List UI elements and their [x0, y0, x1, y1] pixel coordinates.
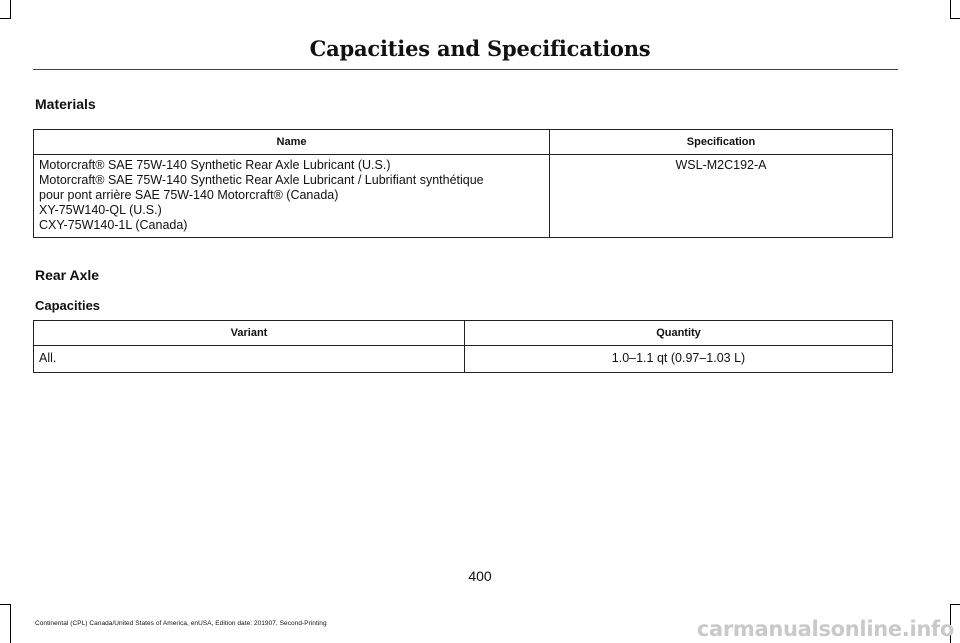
- watermark-logo: carmanualsonline.info: [696, 617, 954, 641]
- materials-specification-cell: WSL-M2C192-A: [550, 155, 893, 238]
- crop-mark-top-right-horizontal: [950, 18, 960, 19]
- materials-heading: Materials: [35, 96, 96, 112]
- materials-name-cell: [34, 155, 550, 238]
- material-name-line: XY-75W140-QL (U.S.): [39, 203, 162, 217]
- crop-mark-bottom-left-vertical: [10, 604, 11, 643]
- capacities-variant-cell: All.: [34, 346, 465, 373]
- table-row: [34, 346, 893, 373]
- materials-column-name: Name: [34, 130, 550, 155]
- capacities-table-header-row: [34, 321, 893, 346]
- rear-axle-heading: Rear Axle: [35, 267, 100, 283]
- crop-mark-bottom-right-horizontal: [950, 604, 960, 605]
- title-divider: [33, 69, 898, 70]
- capacities-quantity-cell: 1.0–1.1 qt (0.97–1.03 L): [465, 346, 893, 373]
- edition-footer: Continental (CPL) Canada/United States of America, enUSA, Edition date: 201907, Second-Printing: [35, 620, 327, 627]
- materials-table: [33, 129, 893, 238]
- materials-table-header-row: [34, 130, 893, 155]
- crop-mark-top-left-horizontal: [0, 18, 11, 19]
- table-row: [34, 155, 893, 238]
- material-name-line: pour pont arrière SAE 75W-140 Motorcraft® (Canada): [39, 188, 339, 202]
- material-name-line: CXY-75W140-1L (Canada): [39, 218, 188, 232]
- capacities-table: [33, 320, 893, 373]
- material-name-line: Motorcraft® SAE 75W-140 Synthetic Rear Axle Lubricant / Lubrifiant synthétique: [39, 173, 484, 187]
- materials-column-specification: Specification: [550, 130, 893, 155]
- capacities-column-quantity: Quantity: [465, 321, 893, 346]
- capacities-heading: Capacities: [35, 298, 101, 313]
- page-title: Capacities and Specifications: [309, 36, 651, 61]
- material-name-line: Motorcraft® SAE 75W-140 Synthetic Rear Axle Lubricant (U.S.): [39, 158, 391, 172]
- crop-mark-bottom-left-horizontal: [0, 604, 11, 605]
- crop-mark-top-right-vertical: [950, 0, 951, 18]
- crop-mark-top-left-vertical: [10, 0, 11, 18]
- page-number: 400: [468, 568, 492, 584]
- capacities-column-variant: Variant: [34, 321, 465, 346]
